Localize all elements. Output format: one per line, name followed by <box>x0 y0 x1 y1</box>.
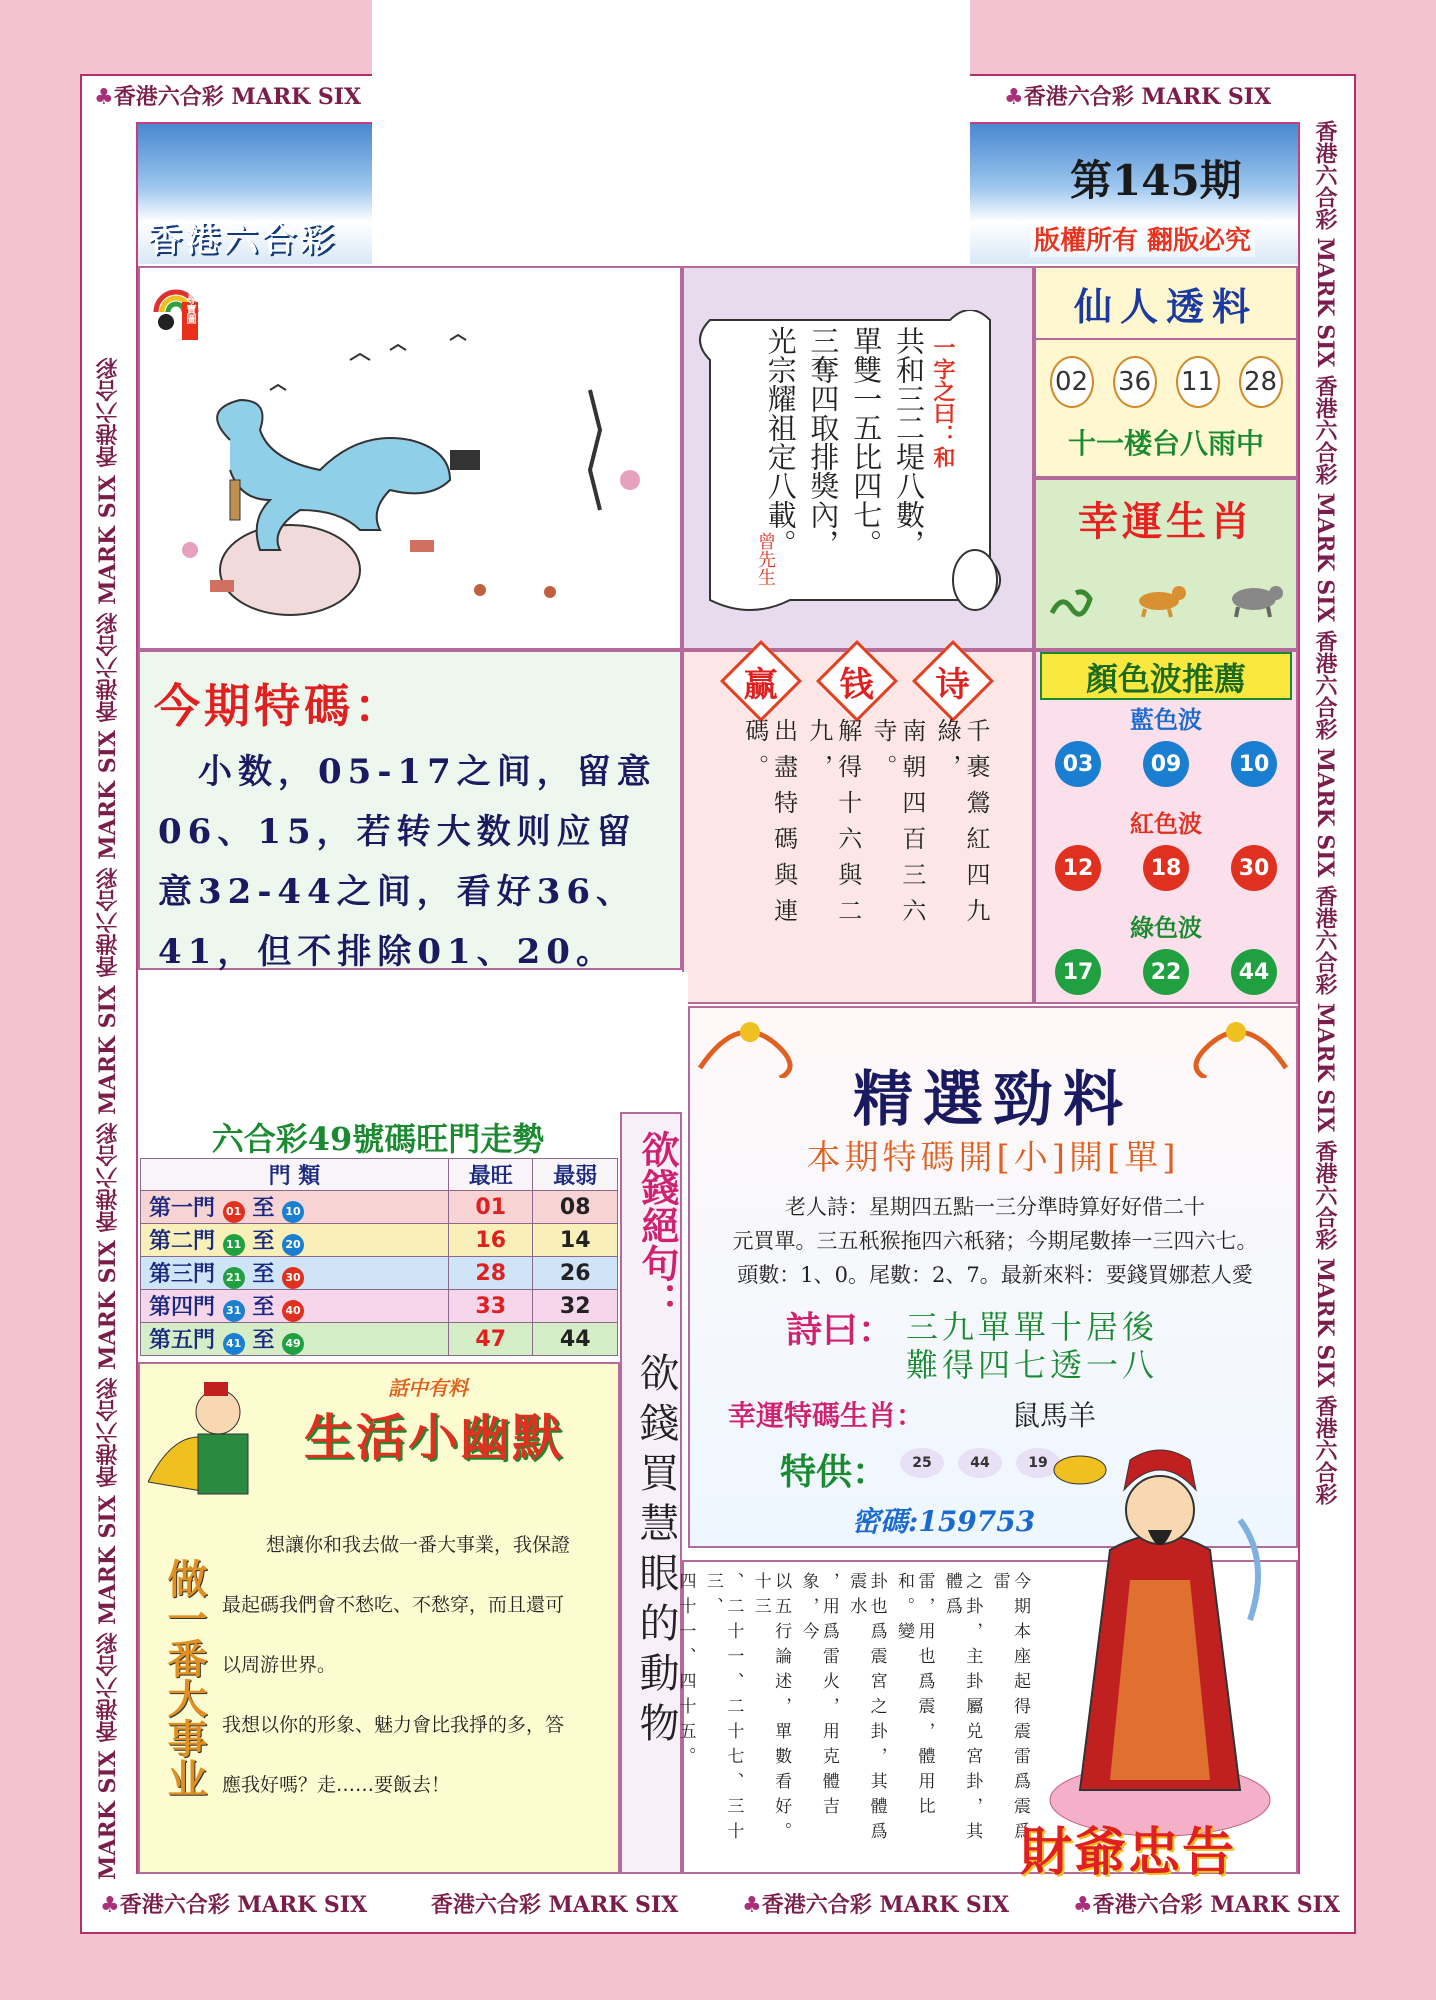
lizard-illustration <box>150 330 670 640</box>
table-row <box>141 1191 618 1224</box>
humor-side: 做一番大事业 <box>161 1558 208 1798</box>
xianren-number: 11 <box>1176 356 1220 408</box>
right-strip: 香港六合彩 MARK SIX 香港六合彩 MARK SIX 香港六合彩 MARK SIX 香港六合彩 MARK SIX 香港六合彩 MARK SIX 香港六合彩 <box>1312 120 1338 1506</box>
shi-label: 詩曰： <box>786 1309 895 1351</box>
copyright-notice: 版權所有 翻版必究 <box>1030 220 1255 257</box>
tegong-ball: 19 <box>1016 1448 1060 1478</box>
scroll-line: 三奪四取排獎內， <box>806 326 841 558</box>
trend-gate: 第三門 21 至 30 <box>141 1257 449 1290</box>
jingxuan-line: 元買單。三五秖猴拖四六秖豬；今期尾數捧一三四六七。 <box>732 1229 1258 1253</box>
tegong-ball: 44 <box>958 1448 1002 1478</box>
caiye-line: 以五行論述，單數看好。十三 <box>750 1572 792 1847</box>
scroll-author: 曾先生 <box>755 532 776 586</box>
xianren-numbers <box>1040 356 1292 408</box>
jingxuan-line: 頭數：1、0。尾數：2、7。最新來料：要錢買娜惹人愛 <box>737 1263 1253 1287</box>
wave-ball: 22 <box>1143 949 1189 995</box>
issue-number: 第145期 <box>1070 156 1242 205</box>
poem-title-box: 钱 <box>816 640 898 722</box>
scroll-line: 光宗耀祖定八載。 <box>763 326 798 558</box>
divider <box>1034 338 1298 340</box>
caiye-line: 四十一、四十五。 <box>675 1572 696 1772</box>
color-wave-title: 顏色波推薦 <box>1040 652 1292 700</box>
god-of-wealth-illustration <box>1040 1400 1290 1840</box>
poem-line: 出盡特碼與連碼。 <box>740 718 798 934</box>
table-row <box>141 1224 618 1257</box>
color-wave-groups <box>1034 700 1298 1012</box>
poem-line: 解得十六與二九， <box>804 718 862 934</box>
humor-line: 應我好嗎？走……要飯去！ <box>222 1774 451 1796</box>
poem-title-box: 赢 <box>720 640 802 722</box>
wave-ball: 30 <box>1231 845 1277 891</box>
trend-header-row <box>141 1159 618 1191</box>
wave-name: 藍色波 <box>1130 705 1202 734</box>
left-strip: MARK SIX 香港六合彩 MARK SIX 香港六合彩 MARK SIX 香港六合彩 MARK SIX 香港六合彩 MARK SIX 香港六合彩 MARK SIX 香港六合彩 <box>95 357 121 1880</box>
tegong-label: 特供： <box>780 1451 889 1493</box>
lucky-label: 幸運特碼生肖： <box>728 1399 925 1432</box>
trend-gate: 第一門 01 至 10 <box>141 1191 449 1224</box>
caiye-line: 今期本座起得震雷爲震爲雷 <box>989 1572 1030 1847</box>
xianren-text: 十一楼台八雨中 <box>1067 427 1264 460</box>
xianren-title: 仙人透料 <box>1073 284 1258 329</box>
ox-icon <box>1224 579 1284 623</box>
lucky-value: 鼠馬羊 <box>1012 1399 1097 1432</box>
jingxuan-line: 老人詩：星期四五點一三分準時算好好借二十 <box>785 1195 1205 1219</box>
top-strip-right: ♣香港六合彩 MARK SIX <box>1004 84 1272 110</box>
jingxuan-title: 精選勁料 <box>853 1065 1133 1135</box>
logo-badge: 尋寶圖 <box>184 294 195 324</box>
zodiac-animals <box>1048 576 1284 626</box>
table-row <box>141 1323 618 1356</box>
humor-tag: 話中有料 <box>388 1376 468 1400</box>
saying-text: 欲錢買慧眼的動物 <box>633 1352 679 1752</box>
wave-ball: 12 <box>1055 845 1101 891</box>
shi-line-2: 難得四七透一八 <box>906 1346 1159 1384</box>
trend-cold: 08 <box>533 1191 618 1224</box>
lucky-zodiac-title: 幸運生肖 <box>1078 498 1254 545</box>
wave-ball: 17 <box>1055 949 1101 995</box>
trend-cold: 32 <box>533 1290 618 1323</box>
trend-gate: 第五門 41 至 49 <box>141 1323 449 1356</box>
trend-header: 最旺 <box>448 1159 533 1191</box>
jingxuan-subtitle: 本期特碼開[小]開[單] <box>806 1138 1180 1178</box>
humor-title: 生活小幽默 <box>304 1408 564 1467</box>
trend-hot: 01 <box>448 1191 533 1224</box>
caiye-title: 財爺忠告 <box>1020 1822 1237 1883</box>
color-wave-group <box>1034 700 1298 804</box>
poem-title-box: 诗 <box>912 640 994 722</box>
password: 密碼:159753 <box>852 1505 1036 1538</box>
xianren-number: 02 <box>1050 356 1094 408</box>
trend-header: 門 類 <box>141 1159 449 1191</box>
trend-hot: 47 <box>448 1323 533 1356</box>
tegong-ball: 25 <box>900 1448 944 1478</box>
poem-title <box>732 652 982 710</box>
brand-title: 香港六合彩 <box>148 220 338 260</box>
trend-title: 六合彩49號碼旺門走勢 <box>211 1120 545 1158</box>
humor-line: 想讓你和我去做一番大事業，我保證 <box>266 1534 571 1556</box>
trend-gate: 第二門 11 至 20 <box>141 1224 449 1257</box>
trend-cold: 44 <box>533 1323 618 1356</box>
snake-icon <box>1048 579 1094 623</box>
saying-title: 欲錢絕句： <box>635 1130 680 1320</box>
scroll-title: 一字之曰：和 <box>930 336 956 468</box>
humor-body <box>222 1530 612 1830</box>
trend-cold: 26 <box>533 1257 618 1290</box>
shi-line-1: 三九單單十居後 <box>906 1308 1159 1346</box>
jingxuan-body <box>700 1190 1290 1292</box>
caiye-line: 卦也爲震宮之卦，其體爲震水 <box>846 1572 887 1847</box>
color-wave-group <box>1034 804 1298 908</box>
dog-icon <box>1129 579 1189 623</box>
caiye-line: ，用爲雷火，用克體吉象，今 <box>798 1572 839 1822</box>
trend-hot: 16 <box>448 1224 533 1257</box>
xianren-number: 28 <box>1239 356 1283 408</box>
special-body: 小数，05-17之间，留意06、15，若转大数则应留意32-44之间，看好36、41，但不排除01、20。 <box>158 752 657 972</box>
color-wave-group <box>1034 908 1298 1012</box>
poem-line: 南朝四百三六寺。 <box>869 718 926 934</box>
trend-gate: 第四門 31 至 40 <box>141 1290 449 1323</box>
wave-name: 紅色波 <box>1130 809 1202 838</box>
humor-line: 我想以你的形象、魅力會比我掙的多，答 <box>222 1714 565 1736</box>
trend-hot: 33 <box>448 1290 533 1323</box>
table-row <box>141 1257 618 1290</box>
poem-lines <box>740 718 990 998</box>
trend-table <box>140 1158 618 1356</box>
bottom-strip: ♣香港六合彩 MARK SIX 香港六合彩 MARK SIX ♣香港六合彩 MARK SIX ♣香港六合彩 MARK SIX <box>100 1892 1340 1918</box>
scroll-line: 單雙一五比四七。 <box>849 326 884 558</box>
wave-ball: 09 <box>1143 741 1189 787</box>
middle-mask <box>150 972 688 1112</box>
trend-hot: 28 <box>448 1257 533 1290</box>
table-row <box>141 1290 618 1323</box>
humor-line: 最起碼我們會不愁吃、不愁穿，而且還可 <box>222 1594 565 1616</box>
xianren-number: 36 <box>1113 356 1157 408</box>
caiye-line: 雷，用也爲震，體用比和。變 <box>894 1572 935 1822</box>
trend-cold: 14 <box>533 1224 618 1257</box>
wave-ball: 10 <box>1231 741 1277 787</box>
humor-line: 以周游世界。 <box>222 1654 337 1676</box>
caiye-line: 之卦，主卦屬兑宮卦，其體爲 <box>941 1572 983 1847</box>
wave-ball: 03 <box>1055 741 1101 787</box>
wave-name: 綠色波 <box>1130 913 1202 942</box>
caiye-line: 、二十一、二十七、三十三、 <box>702 1572 744 1847</box>
trend-header: 最弱 <box>533 1159 618 1191</box>
poem-line: 千裹鶯紅四九綠， <box>933 718 990 934</box>
wave-ball: 44 <box>1231 949 1277 995</box>
top-strip-left: ♣香港六合彩 MARK SIX <box>94 84 362 110</box>
special-title: 今期特碼： <box>154 679 404 733</box>
wave-ball: 18 <box>1143 845 1189 891</box>
old-man-illustration <box>148 1372 268 1502</box>
tegong-numbers <box>900 1448 1060 1478</box>
caiye-text <box>675 1572 1030 1862</box>
scroll-line: 共和三二堤八數， <box>892 326 926 558</box>
